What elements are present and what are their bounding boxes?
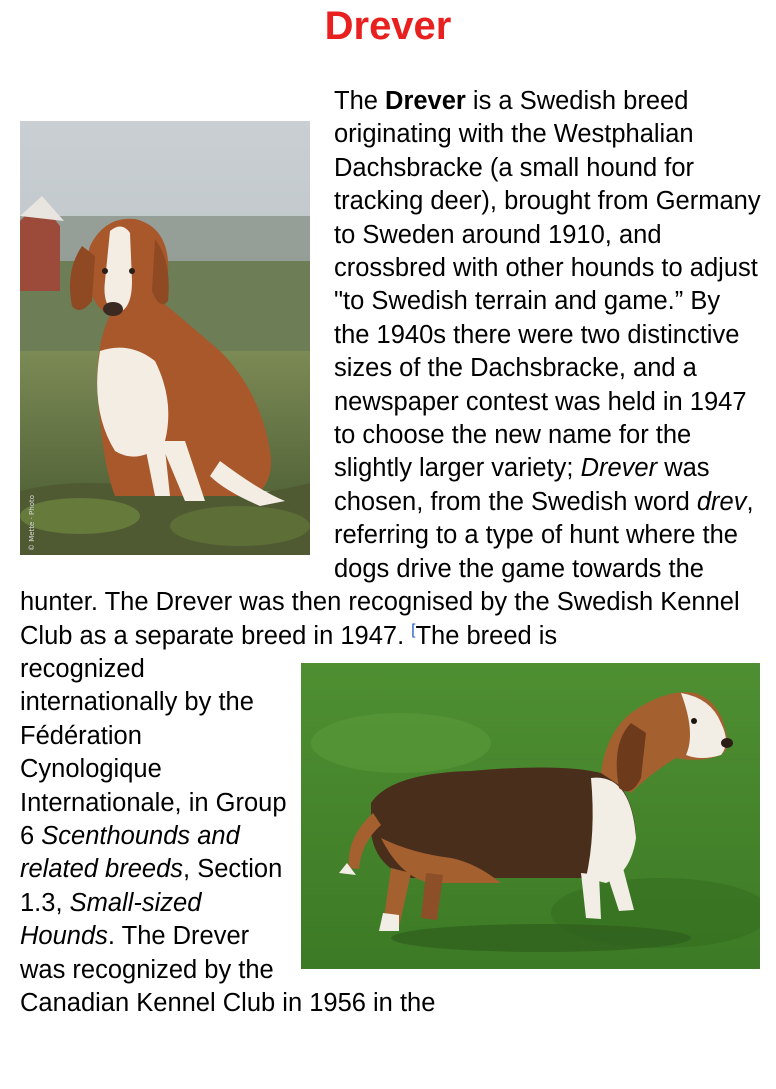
sitting-drever-photo <box>20 121 310 555</box>
paragraph-intro: The Drever is a Swedish breed originating with the Westphalian Dachsbracke (a small hound for tracking deer), brought from Germany to Sweden around 1910, and crossbred with other hounds to adjust "to Swedish terrain and game.” By the 1940s there were two distinctive sizes of the Dachsbracke, and a newspaper contest was held in 1947 to choose the new name for the slightly larger variety; Drever was chosen, from the Swedish word drev, referring to a type of hunt where the dogs drive the game towards the hunter. The Drever was then recognised by the Swedish Kennel Club as a separate breed in 1947. [The breed is <box>20 87 761 650</box>
link-crossbred[interactable]: crossbred <box>334 254 446 283</box>
photo-credit: © Mette · Photo <box>28 494 36 551</box>
standing-drever-photo <box>301 663 760 969</box>
link-canadian-kennel-club[interactable]: Canadian Kennel Club <box>20 988 276 1017</box>
article-body <box>20 85 762 1020</box>
breed-name-bold: Drever <box>385 87 466 115</box>
link-fci[interactable]: Fédération Cynologique Internationale <box>20 721 175 817</box>
paragraph-recognition: recognized internationally by the Fédération Cynologique Internationale, in Group 6 Scenthounds and related breeds, Section 1.3, Small-sized Hounds. The Drever was recognized by the Canadian Kennel Club in 1956 in the <box>20 654 436 1017</box>
link-swedish[interactable]: Swedish <box>531 487 628 516</box>
link-westphalian-dachsbracke[interactable]: Westphalian Dachsbracke <box>334 120 694 182</box>
citation-link[interactable]: [ <box>411 621 416 638</box>
page-title: Drever <box>324 4 452 48</box>
